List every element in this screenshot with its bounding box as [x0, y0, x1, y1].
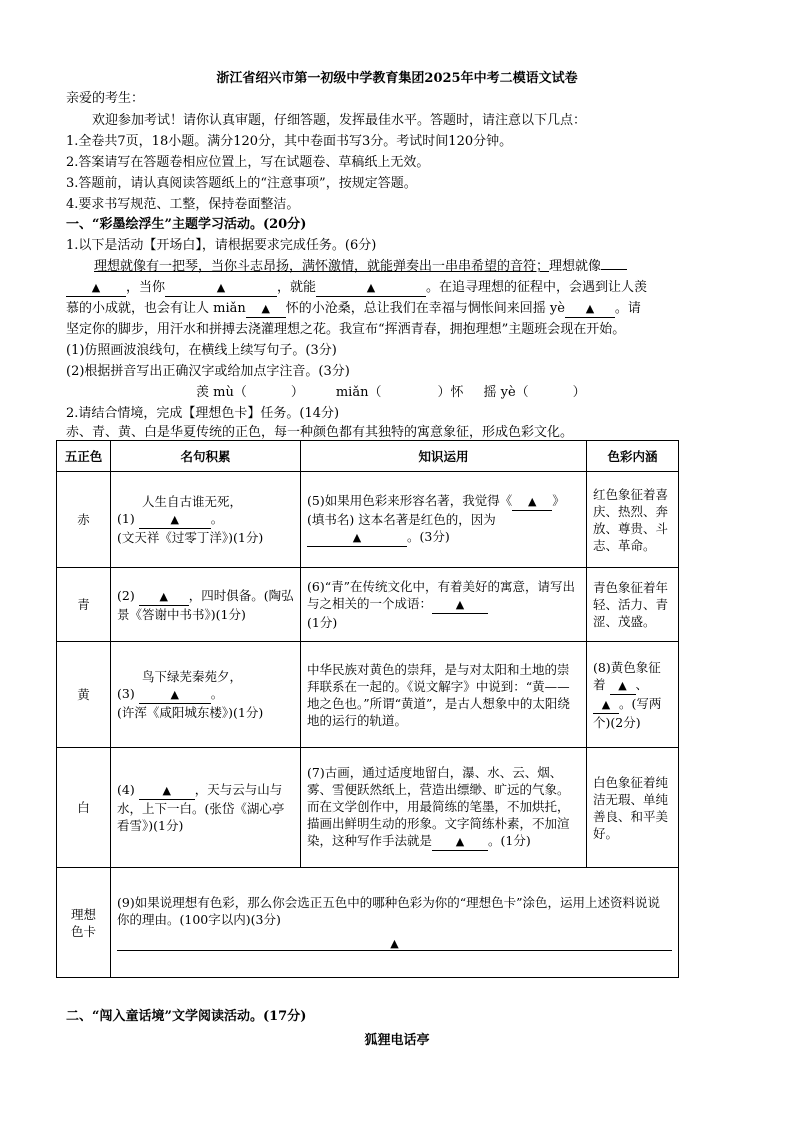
knowledge-text: (5)如果用色彩来形容名著，我觉得《	[307, 493, 513, 508]
table-row-green	[57, 568, 679, 642]
note-1: 1.全卷共7页，18小题。满分120分，其中卷面书写3分。考试时间120分钟。	[66, 134, 513, 149]
quote-text: ，四时俱备。(陶弘景《答谢中书书》)(1分)	[117, 587, 294, 622]
quote-green	[111, 568, 301, 642]
quote-line: (1) ▲ 。	[117, 510, 294, 529]
quote-source: (许浑《咸阳城东楼》)(1分)	[117, 705, 264, 720]
ideal-color-card-table	[56, 440, 679, 978]
triangle-mark: ▲	[170, 688, 179, 701]
ideal-card-label-line: 色卡	[70, 923, 96, 939]
answer-blank[interactable]	[139, 782, 195, 800]
knowledge-yellow: 中华民族对黄色的崇拜，是与对太阳和土地的崇拜联系在一起的。《说文解字》中说到：“黄——地之色也。”所谓“黄道”，是古人想象中的太阳绕地的运行的轨道。	[301, 642, 587, 748]
table-row-yellow	[57, 642, 679, 748]
greeting: 亲爱的考生：	[66, 91, 145, 106]
answer-blank[interactable]	[139, 686, 211, 704]
knowledge-text: (7)古画，通过适度地留白，瀑、水、云、烟、雾、雪便跃然纸上，营造出缥缈、旷远的气象。而在文学创作中，用最简练的笔墨，不加烘托，描画出鲜明生动的形象。文字简练朴素，不加渲染，这种写作手法就是	[307, 765, 570, 848]
answer-blank[interactable]	[246, 301, 286, 318]
triangle-mark: ▲	[170, 513, 179, 526]
quote-line: (3) ▲ 。	[117, 685, 294, 704]
ideal-card-label-line: 理想	[70, 906, 96, 922]
triangle-mark: ▲	[91, 281, 101, 294]
header-meaning: 色彩内涵	[587, 441, 679, 472]
note-2: 2.答案请写在答题卷相应位置上，写在试题卷、草稿纸上无效。	[66, 155, 430, 170]
header-color: 五正色	[57, 441, 111, 472]
passage-text: 理想就像	[549, 259, 602, 274]
passage-text: ，当你	[126, 280, 166, 295]
ideal-card-text: (9)如果说理想有色彩，那么你会选正五色中的哪种色彩为你的“理想色卡”涂色，运用上述资料说说你的理由。(100字以内)(3分)	[117, 895, 660, 927]
sub-question-1: (1)仿照画波浪线句，在横线上续写句子。(3分)	[66, 343, 337, 358]
sub-question-2: (2)根据拼音写出正确汉字或给加点字注音。(3分)	[66, 364, 350, 379]
triangle-mark: ▲	[601, 697, 611, 711]
color-white: 白	[57, 748, 111, 868]
pinyin-bracket: ）怀	[437, 385, 464, 400]
meaning-red: 红色象征着喜庆、热烈、奔放、尊贵、斗志、革命。	[587, 472, 679, 568]
pinyin-bracket: ）	[290, 385, 304, 400]
question-1: 1.以下是活动【开场白】，请根据要求完成任务。(6分)	[66, 238, 377, 253]
color-yellow: 黄	[57, 642, 111, 748]
table-row-red	[57, 472, 679, 568]
answer-blank[interactable]	[512, 493, 552, 511]
pinyin-item: 羡 mù（	[196, 385, 247, 400]
triangle-mark: ▲	[455, 598, 465, 611]
passage-line-1	[94, 256, 627, 277]
quote-yellow	[111, 642, 301, 748]
answer-blank[interactable]	[165, 280, 277, 297]
quote-source: (文天祥《过零丁洋》)(1分)	[117, 530, 264, 545]
question-2-intro: 赤、青、黄、白是华夏传统的正色，每一种颜色都有其独特的寓意象征，形成色彩文化。	[66, 425, 574, 440]
knowledge-red	[301, 472, 587, 568]
meaning-yellow: (8)黄色象征着 ▲ 、 ▲ 。(写两个)(2分)	[587, 642, 679, 748]
answer-line[interactable]	[117, 934, 672, 951]
header-knowledge: 知识运用	[301, 441, 587, 472]
answer-blank[interactable]	[66, 280, 126, 297]
knowledge-text: 》(填书名) 这本名著是红色的，因为	[307, 493, 565, 527]
quote-line: 鸟下绿芜秦苑夕，	[142, 669, 243, 684]
answer-blank[interactable]	[565, 301, 615, 318]
answer-blank[interactable]	[601, 269, 627, 270]
story-title: 狐狸电话亭	[364, 1033, 430, 1048]
pinyin-bracket: ）	[572, 385, 586, 400]
answer-blank[interactable]	[316, 280, 426, 297]
table-header-row	[57, 441, 679, 472]
note-3: 3.答题前，请认真阅读答题纸上的“注意事项”，按规定答题。	[66, 176, 417, 191]
knowledge-white	[301, 748, 587, 868]
triangle-mark: ▲	[366, 281, 376, 294]
quote-number: (2)	[117, 587, 135, 603]
quote-red	[111, 472, 301, 568]
passage-line-2	[66, 277, 647, 298]
table-row-white	[57, 748, 679, 868]
passage-text: 慕的小成就，也会有让人 miǎn	[66, 301, 246, 316]
color-red: 赤	[57, 472, 111, 568]
knowledge-green	[301, 568, 587, 642]
triangle-mark: ▲	[455, 835, 465, 848]
answer-blank[interactable]	[139, 588, 189, 606]
header-quote: 名句积累	[111, 441, 301, 472]
answer-blank[interactable]	[432, 833, 488, 851]
question-2: 2.请结合情境，完成【理想色卡】任务。(14分)	[66, 406, 340, 421]
meaning-text: (写两个)(2分)	[593, 695, 662, 730]
passage-text: ，就能	[277, 280, 317, 295]
quote-number: (1)	[117, 511, 135, 526]
triangle-mark: ▲	[527, 495, 537, 508]
section-2-heading: 二、“闯入童话境”文学阅读活动。(17分)	[66, 1009, 307, 1024]
pinyin-row	[196, 382, 586, 403]
ideal-card-label	[57, 868, 111, 978]
ideal-card-question	[111, 868, 679, 978]
quote-number: (3)	[117, 686, 135, 701]
exam-title: 浙江省绍兴市第一初级中学教育集团2025年中考二模语文试卷	[216, 71, 578, 86]
passage-line-3	[66, 298, 641, 319]
section-1-heading: 一、“彩墨绘浮生”主题学习活动。(20分)	[66, 217, 307, 232]
triangle-mark: ▲	[162, 784, 171, 797]
answer-blank[interactable]	[593, 696, 619, 714]
table-row-ideal-card	[57, 868, 679, 978]
note-4: 4.要求书写规范、工整，保持卷面整洁。	[66, 197, 300, 212]
intro-text: 欢迎参加考试！请你认真审题，仔细答题，发挥最佳水平。答题时，请注意以下几点：	[92, 113, 587, 128]
quote-text: ，天与云与山与水，上下一白。(张岱《湖心亭看雪》)(1分)	[117, 782, 285, 833]
answer-blank[interactable]	[139, 511, 211, 529]
quote-white	[111, 748, 301, 868]
knowledge-text: 。(3分)	[407, 529, 450, 544]
meaning-white: 白色象征着纯洁无瑕、单纯善良、和平美好。	[587, 748, 679, 868]
passage-line-4: 坚定你的脚步，用汗水和拼搏去浇灌理想之花。我宣布“挥洒青春，拥抱理想”主题班会现在开始。	[66, 322, 626, 337]
triangle-mark: ▲	[352, 531, 362, 544]
answer-blank[interactable]	[307, 529, 407, 547]
triangle-mark: ▲	[216, 281, 226, 294]
knowledge-text: 。(1分)	[488, 833, 531, 848]
triangle-mark: ▲	[618, 678, 627, 692]
knowledge-text: (1分)	[307, 615, 338, 630]
pinyin-item: miǎn（	[335, 385, 382, 400]
knowledge-text: (6)“青”在传统文化中，有着美好的寓意，请写出与之相关的一个成语：	[307, 579, 575, 611]
triangle-mark: ▲	[585, 302, 595, 315]
triangle-mark: ▲	[390, 937, 399, 950]
color-green: 青	[57, 568, 111, 642]
passage-text: 怀的小沧桑，总让我们在幸福与惆怅间来回摇 yè	[285, 301, 565, 316]
meaning-green: 青色象征着年轻、活力、青涩、茂盛。	[587, 568, 679, 642]
quote-line: 人生自古谁无死，	[142, 494, 243, 509]
pinyin-item: 摇 yè（	[483, 385, 529, 400]
meaning-text: (8)黄色象征着	[593, 659, 661, 692]
triangle-mark: ▲	[159, 589, 168, 603]
passage-text: 。请	[614, 301, 641, 316]
answer-blank[interactable]	[432, 596, 488, 614]
quote-number: (4)	[117, 782, 135, 797]
triangle-mark: ▲	[261, 302, 270, 315]
passage-text: 。在追寻理想的征程中，会遇到让人羡	[426, 280, 648, 295]
answer-blank[interactable]	[610, 677, 636, 695]
wavy-sentence: 理想就像有一把琴，当你斗志昂扬，满怀激情，就能弹奏出一串串希望的音符；	[94, 259, 550, 274]
